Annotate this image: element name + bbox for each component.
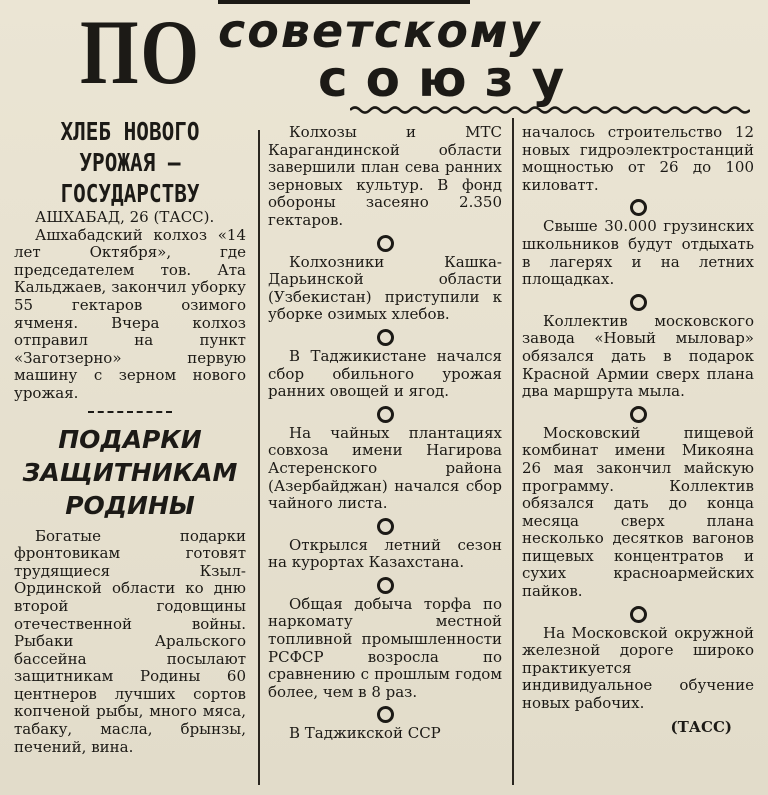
headline-line: ПОДАРКИ	[58, 424, 202, 454]
circle-separator	[630, 406, 647, 423]
story-gifts: Богатые подарки фронтовикам готовят трудящиеся Кзыл-Ординской области ко дню второй годовщины отечественной войны. Рыбаки Аральского бассейна посылают защитникам Родины 60 центнеров лучших сортов копченой рыбы, много мяса, табаку, масла, брынзы, печений, вина.	[14, 526, 246, 756]
circle-separator	[377, 329, 394, 346]
circle-separator	[630, 294, 647, 311]
headline-line: УРОЖАЯ —	[79, 148, 181, 177]
headline-gifts	[14, 423, 246, 522]
circle-separator	[377, 235, 394, 252]
news-item: Общая добыча торфа по наркомату местной топливной промышленности РСФСР возросла по сравнению с прошлым годом более, чем в 8 раз.	[268, 594, 502, 701]
news-item: В Таджикистане начался сбор обильного урожая ранних овощей и ягод.	[268, 346, 502, 401]
news-item: Колхозники Кашка-Дарьинской области (Узбекистан) приступили к уборке озимых хлебов.	[268, 252, 502, 324]
tass-signature: (ТАСС)	[670, 717, 732, 736]
headline-bread	[33, 116, 228, 209]
header-po: ПО	[80, 1, 201, 103]
circle-separator	[377, 518, 394, 535]
story-bread: Ашхабадский колхоз «14 лет Октября», где председателем тов. Ата Кальджаев, закончил уборку 55 гектаров озимого ячменя. Вчера колхоз отправил на пункт «Заготзерно» первую машину с зерном нового урожая.	[14, 225, 246, 402]
circle-separator	[630, 199, 647, 216]
column-rule-2	[512, 118, 514, 785]
headline-line: ГОСУДАРСТВУ	[60, 179, 200, 208]
news-item: Коллектив московского завода «Новый мыловар» обязался дать в подарок Красной Армии сверх плана два маршрута мыла.	[522, 311, 754, 401]
header-wavy-rule	[350, 104, 750, 116]
news-item: началось строительство 12 новых гидроэлектростанций мощностью от 26 до 100 киловатт.	[522, 123, 754, 194]
header-soyuzu: союзу	[318, 50, 583, 108]
column-1	[14, 116, 246, 756]
circle-separator	[377, 406, 394, 423]
headline-line: ЗАЩИТНИКАМ	[22, 457, 238, 487]
circle-separator	[630, 606, 647, 623]
separator	[88, 411, 172, 415]
circle-separator	[377, 706, 394, 723]
news-item: Колхозы и МТС Карагандинской области завершили план сева ранних зерновых культур. В фонд обороны засеяно 2.350 гектаров.	[268, 123, 502, 229]
column-rule-1	[258, 130, 260, 785]
dateline: АШХАБАД, 26 (ТАСС).	[35, 208, 215, 226]
circle-separator	[377, 577, 394, 594]
column-3	[522, 124, 754, 736]
header-sovetskomu: советскому	[218, 4, 542, 58]
headline-line: РОДИНЫ	[65, 490, 195, 520]
news-item: Открылся летний сезон на курортах Казахстана.	[268, 535, 502, 572]
headline-line: ХЛЕБ НОВОГО	[60, 117, 200, 146]
news-item: На Московской окружной железной дороге широко практикуется индивидуальное обучение новых рабочих.	[522, 623, 754, 713]
news-item: В Таджикской ССР	[289, 724, 441, 743]
column-2	[268, 124, 502, 743]
news-item: Свыше 30.000 грузинских школьников будут отдыхать в лагерях и на летних площадках.	[522, 217, 754, 289]
news-item: На чайных плантациях совхоза имени Нагирова Астеренского района (Азербайджан) начался сбор чайного листа.	[268, 423, 502, 513]
news-item: Московский пищевой комбинат имени Микояна 26 мая закончил майскую программу. Коллектив обязался дать до конца месяца сверх плана несколько десятков вагонов пищевых концентратов и сухих красноармейских пайков.	[522, 423, 754, 601]
